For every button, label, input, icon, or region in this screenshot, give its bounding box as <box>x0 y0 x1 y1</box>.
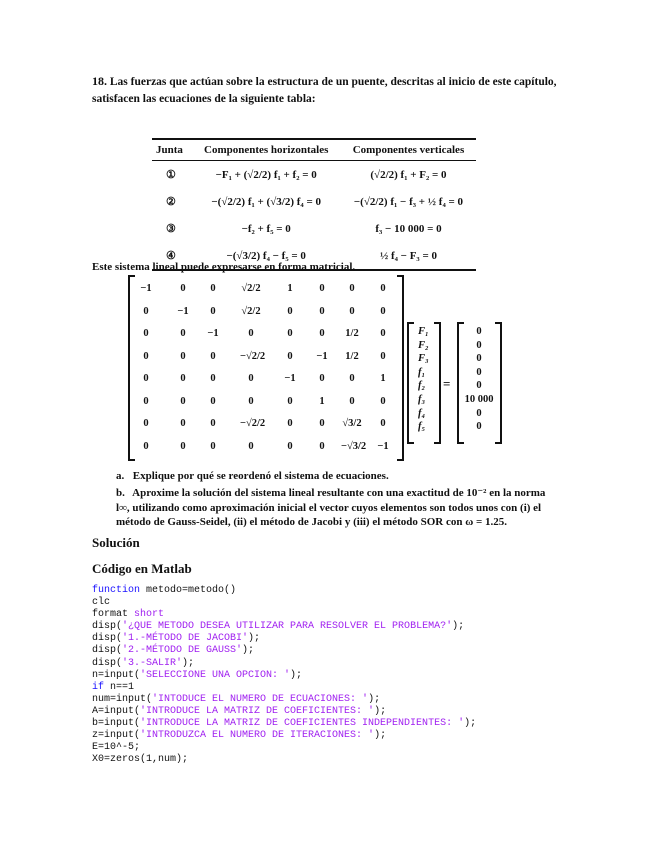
code-line <box>92 621 476 633</box>
matrix-cell: 0 <box>380 395 386 407</box>
matrix-left-bracket <box>128 275 135 461</box>
vertical-cell: f₃ − 10 000 = 0 <box>375 222 442 235</box>
matrix-cell: 0 <box>180 283 186 294</box>
junta-cell: ③ <box>166 223 176 235</box>
matrix-cell: −1 <box>140 283 152 294</box>
code-string: 'INTRODUCE LA MATRIZ DE COEFICIENTES INDEPENDIENTES: ' <box>140 718 465 730</box>
code-string: short <box>134 609 165 621</box>
matrix-cell: −1 <box>284 373 296 384</box>
horizontal-cell: −(√3/2) f₄ − f₅ = 0 <box>191 242 341 270</box>
matrix-cell: 0 <box>287 305 293 317</box>
rhs-entry: 0 <box>476 366 482 378</box>
item-b <box>116 486 556 530</box>
rhs-entry: 0 <box>476 407 482 419</box>
matrix-cell: 0 <box>210 350 216 362</box>
unknown-entry: f₅ <box>418 421 426 433</box>
solution-heading: Solución <box>92 535 140 550</box>
code-string: 'INTRODUZCA EL NUMERO DE ITERACIONES: ' <box>140 730 375 742</box>
code-text: ); <box>368 693 381 705</box>
code-text: z=input( <box>92 730 141 742</box>
matrix-cell: 1 <box>287 283 293 294</box>
table-header-vertical: Componentes verticales <box>341 139 476 161</box>
matrix-cell: 0 <box>380 418 386 429</box>
problem-number: 18. <box>92 74 107 88</box>
vertical-cell: (√2/2) f₁ + F₂ = 0 <box>370 168 447 181</box>
code-string: 'SELECCIONE UNA OPCION: ' <box>140 669 291 681</box>
code-line <box>92 718 476 730</box>
code-string: '¿QUE METODO DESEA UTILIZAR PARA RESOLVER EL PROBLEMA?' <box>122 621 453 633</box>
vertical-cell: ½ f₄ − F₃ = 0 <box>341 242 476 270</box>
code-text: disp( <box>92 645 123 657</box>
table-row <box>152 215 476 242</box>
code-text: E=10^-5; <box>92 742 141 754</box>
matrix-cell: 0 <box>210 373 216 384</box>
code-keyword: if <box>92 681 105 693</box>
code-text: b=input( <box>92 718 141 730</box>
matrix-cell: 0 <box>349 395 355 407</box>
matrix-cell: 0 <box>319 418 325 429</box>
code-text: disp( <box>92 621 123 633</box>
code-line <box>92 658 476 670</box>
matrix-cell: 0 <box>380 305 386 317</box>
matrix-cell: −√2/2 <box>240 350 266 362</box>
code-line <box>92 706 476 718</box>
table-row <box>152 188 476 215</box>
matrix-cell: 0 <box>180 418 186 429</box>
matrix-cell: 0 <box>349 305 355 317</box>
unknown-entry: F₁ <box>418 326 429 337</box>
matrix-cell: −1 <box>377 440 389 452</box>
code-line <box>92 609 476 621</box>
unknown-entry: f₂ <box>418 380 426 392</box>
matrix-cell: √3/2 <box>342 418 362 429</box>
matrix-cell: 0 <box>143 418 149 429</box>
rhs-entry: 0 <box>476 353 482 365</box>
problem-text: Las fuerzas que actúan sobre la estructura de un puente, descritas al inicio de este capítulo, satisfacen las ecuaciones de la siguiente tabla: <box>92 76 557 105</box>
matrix-cell: 0 <box>210 418 216 429</box>
matrix-cell: 0 <box>143 373 149 384</box>
code-line <box>92 730 476 742</box>
code-line <box>92 742 476 754</box>
code-text: format <box>92 609 135 621</box>
matrix-cell: 0 <box>180 350 186 362</box>
table-header-junta: Junta <box>152 139 191 161</box>
matrix-cell: 0 <box>287 440 293 452</box>
table-row <box>152 161 476 189</box>
matrix-cell: 0 <box>210 283 216 294</box>
matrix-cell: −√2/2 <box>240 418 266 429</box>
matrix-cell: 0 <box>319 328 325 339</box>
junta-cell: ① <box>166 169 176 181</box>
code-line <box>92 645 476 657</box>
code-text: disp( <box>92 633 123 645</box>
matrix-cell: √2/2 <box>241 305 261 317</box>
code-string: '2.-MÉTODO DE GAUSS' <box>122 645 243 657</box>
matrix-cell: 0 <box>248 395 254 407</box>
code-string: '1.-MÉTODO DE JACOBI' <box>122 633 249 645</box>
matrix-cell: 0 <box>180 395 186 407</box>
matrix-cell: 0 <box>248 440 254 452</box>
code-text: ); <box>464 718 477 730</box>
matrix-cell: 0 <box>287 395 293 407</box>
unknown-entry: F₃ <box>418 353 429 365</box>
matrix-cell: 0 <box>319 373 325 384</box>
code-keyword: function <box>92 585 141 596</box>
matrix-cell: 0 <box>143 395 149 407</box>
matrix-intro: Este sistema lineal puede expresarse en forma matricial. <box>92 261 356 273</box>
matrix-cell: −1 <box>316 350 328 362</box>
matrix-cell: 1/2 <box>345 350 359 362</box>
vector-left-bracket <box>407 322 414 444</box>
item-label: b. <box>116 487 125 499</box>
matrix-cell: −√3/2 <box>341 440 367 452</box>
matlab-code-block <box>92 585 476 766</box>
matrix-cell: 0 <box>143 350 149 362</box>
vector-right-bracket <box>434 322 441 444</box>
matrix-cell: 0 <box>248 373 254 384</box>
horizontal-cell: −f₂ + f₅ = 0 <box>241 222 291 235</box>
matrix-cell: 0 <box>143 440 149 452</box>
table-header-horizontal: Componentes horizontales <box>191 139 341 161</box>
unknown-entry: f₄ <box>418 407 426 419</box>
unknown-entry: f₁ <box>418 366 426 378</box>
equals-sign: = <box>443 376 451 391</box>
matrix-cell: 0 <box>287 328 293 339</box>
problem-statement <box>92 73 557 108</box>
code-text: ); <box>182 657 195 669</box>
matrix-cell: 0 <box>319 440 325 452</box>
junta-cell: ④ <box>152 242 191 270</box>
unknown-entry: f₃ <box>418 394 426 405</box>
item-text: Explique por qué se reordenó el sistema de ecuaciones. <box>132 470 389 482</box>
code-text: A=input( <box>92 705 141 717</box>
code-text: clc <box>92 597 111 609</box>
code-line <box>92 694 476 706</box>
code-line <box>92 670 476 682</box>
code-text: ); <box>248 633 261 645</box>
matrix-cell: √2/2 <box>241 283 261 294</box>
code-line <box>92 585 476 597</box>
code-text: n==1 <box>104 681 135 693</box>
rhs-entry: 0 <box>476 421 482 433</box>
matrix-cell: 0 <box>210 305 216 317</box>
matrix-cell: 1 <box>319 395 325 407</box>
matrix-cell: 0 <box>287 350 293 362</box>
code-text: ); <box>452 621 465 633</box>
matrix-right-bracket <box>397 275 404 461</box>
code-text: n=input( <box>92 669 141 681</box>
rhs-entry: 0 <box>476 380 482 392</box>
item-label: a. <box>116 470 125 482</box>
code-string: '3.-SALIR' <box>122 657 183 669</box>
matrix-cell: 0 <box>143 328 149 339</box>
code-text: metodo=metodo() <box>140 585 237 596</box>
code-text: X0=zeros(1,num); <box>92 754 189 766</box>
unknown-entry: F₂ <box>418 339 429 351</box>
rhs-entry: 10 000 <box>464 394 494 405</box>
code-text: ); <box>374 705 387 717</box>
code-line <box>92 754 476 766</box>
code-line <box>92 633 476 645</box>
matrix-cell: 0 <box>319 305 325 317</box>
rhs-entry: 0 <box>476 339 482 351</box>
code-heading: Código en Matlab <box>92 561 192 576</box>
matrix-cell: 0 <box>349 283 355 294</box>
matrix-cell: 0 <box>143 305 149 317</box>
matrix-cell: 0 <box>287 418 293 429</box>
matrix-cell: 0 <box>380 350 386 362</box>
code-line <box>92 597 476 609</box>
forces-table <box>152 138 476 271</box>
horizontal-cell: −(√2/2) f₁ + (√3/2) f₄ = 0 <box>211 195 321 208</box>
matrix-cell: 0 <box>248 328 254 339</box>
code-string: 'INTODUCE EL NUMERO DE ECUACIONES: ' <box>152 693 369 705</box>
code-string: 'INTRODUCE LA MATRIZ DE COEFICIENTES: ' <box>140 705 375 717</box>
matrix-cell: 0 <box>180 328 186 339</box>
item-a <box>116 469 556 484</box>
matrix-cell: 0 <box>210 440 216 452</box>
matrix-cell: 0 <box>180 373 186 384</box>
junta-cell: ② <box>166 196 176 208</box>
matrix-cell: 0 <box>180 440 186 452</box>
horizontal-cell: −F₁ + (√2/2) f₁ + f₂ = 0 <box>215 168 317 181</box>
matrix-cell: 0 <box>319 283 325 294</box>
matrix-cell: 1/2 <box>345 328 359 339</box>
matrix-cell: 0 <box>380 328 386 339</box>
matrix-cell: −1 <box>207 328 219 339</box>
code-text: disp( <box>92 657 123 669</box>
item-text: Aproxime la solución del sistema lineal resultante con una exactitud de 10⁻² en la norma l∞, utilizando como aproximación inicial el vector cuyos elementos son todos unos con (i) el método de Gauss-Seidel, (ii) el método de Jacobi y (iii) el método SOR con ω = 1.25. <box>116 487 546 528</box>
matrix-cell: 0 <box>210 395 216 407</box>
matrix-cell: 0 <box>349 373 355 384</box>
matrix-cell: −1 <box>177 305 189 317</box>
code-text: ); <box>242 645 255 657</box>
code-text: num=input( <box>92 693 153 705</box>
rhs-right-bracket <box>495 322 502 444</box>
code-text: ); <box>290 669 303 681</box>
vertical-cell: −(√2/2) f₁ − f₃ + ½ f₄ = 0 <box>353 195 464 208</box>
code-line <box>92 682 476 694</box>
matrix-cell: 1 <box>380 373 386 384</box>
matrix-cell: 0 <box>380 283 386 294</box>
rhs-entry: 0 <box>476 326 482 337</box>
code-text: ); <box>374 730 387 742</box>
